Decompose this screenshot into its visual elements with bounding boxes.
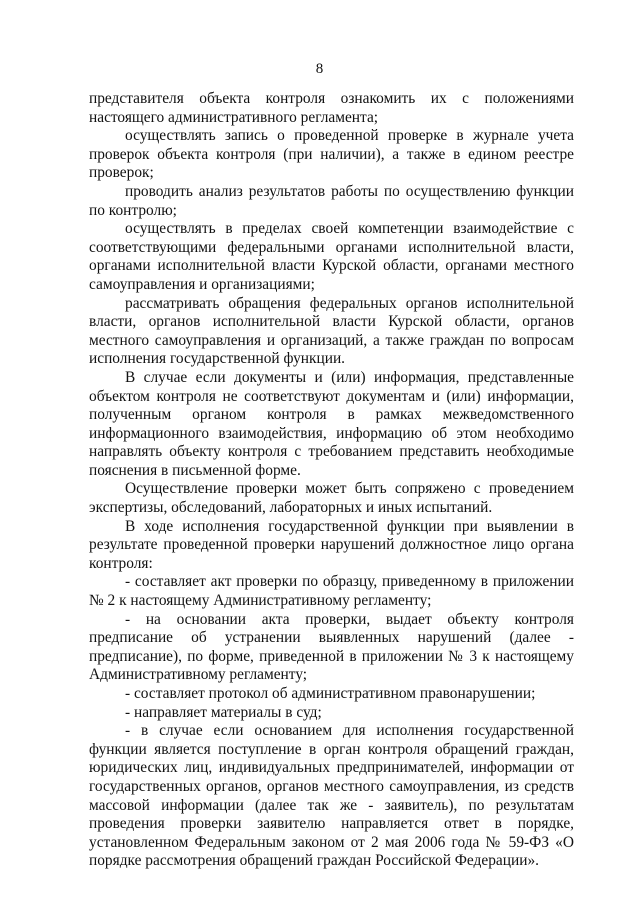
list-item-3: - составляет протокол об административном правонарушении;	[125, 685, 536, 702]
list-item-2: - на основании акта проверки, выдает объекту контроля предписание об устранении выявленных нарушений (далее - предписание), по форме, приведенной в приложении № 3 к настоящему Административному регламенту;	[89, 610, 574, 684]
paragraph-6: В случае если документы и (или) информация, представленные объектом контроля не соответствуют документам и (или) информации, полученным органом контроля в рамках межведомственного информационного взаимодействия, информацию об этом необходимо направлять объекту контроля с требованием представить необходимые пояснения в письменной форме.	[89, 368, 574, 479]
paragraph-2: осуществлять запись о проведенной проверке в журнале учета проверок объекта контроля (при наличии), а также в едином реестре проверок;	[89, 127, 574, 182]
paragraph-5: рассматривать обращения федеральных органов исполнительной власти, органов исполнительной власти Курской области, органов местного самоуправления и организаций, а также граждан по вопросам исполнения государственной функции.	[89, 294, 574, 368]
document-body	[89, 90, 574, 871]
paragraph-1: представителя объекта контроля ознакомить их с положениями настоящего административного регламента;	[89, 90, 574, 126]
list-item-4: - направляет материалы в суд;	[125, 703, 322, 721]
list-item-5: - в случае если основанием для исполнения государственной функции является поступление в орган контроля обращений граждан, юридических лиц, индивидуальных предпринимателей, информации от государственных органов, органов местного самоуправления, из средств массовой информации (далее так же - заявитель), по результатам проведения проверки заявителю направляется ответ в порядке, установленном Федеральным законом от 2 мая 2006 года № 59-ФЗ «О порядке рассмотрения обращений граждан Российской Федерации».	[89, 722, 574, 870]
paragraph-8: В ходе исполнения государственной функции при выявлении в результате проведенной проверки нарушений должностное лицо органа контроля:	[89, 517, 574, 572]
paragraph-3: проводить анализ результатов работы по осуществлению функции по контролю;	[89, 182, 574, 219]
page-number: 8	[315, 61, 324, 77]
paragraph-4: осуществлять в пределах своей компетенции взаимодействие с соответствующими федеральными органами исполнительной власти, органами исполнительной власти Курской области, органами местного самоуправления и организациями;	[89, 220, 574, 293]
list-item-1: - составляет акт проверки по образцу, приведенному в приложении № 2 к настоящему Административному регламенту;	[89, 573, 574, 610]
paragraph-7: Осуществление проверки может быть сопряжено с проведением экспертизы, обследований, лабораторных и иных испытаний.	[89, 480, 574, 517]
